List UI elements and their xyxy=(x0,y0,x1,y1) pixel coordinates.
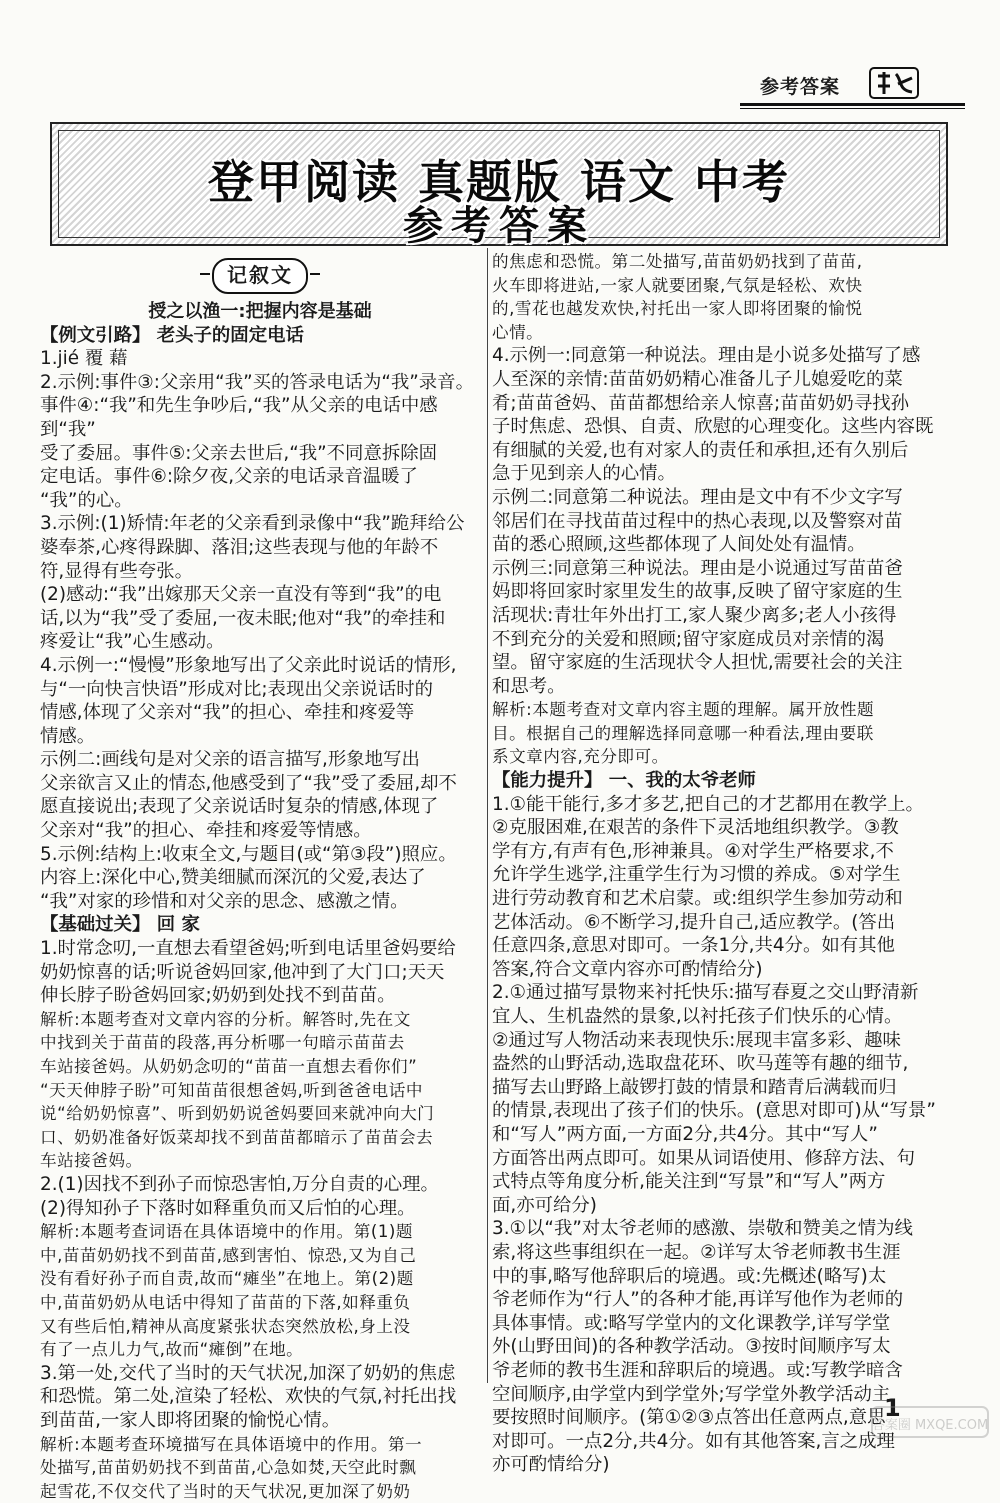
title-banner xyxy=(50,122,948,246)
answer-paragraph: 2.示例:事件③:父亲用“我”买的答录电话为“我”录音。 事件④:“我”和先生争吵后,“我”从父亲的电话中感到“我” 受了委屈。事件⑤:父亲去世后,“我”不同意拆除固 定电话。事件⑥:除夕夜,父亲的电话录音温暖了 “我”的心。 xyxy=(40,371,480,513)
answer-paragraph: 4.示例一:同意第一种说法。理由是小说多处描写了感 人至深的亲情:苗苗奶奶精心准备儿子儿媳爱吃的菜 肴;苗苗爸妈、苗苗都想给亲人惊喜;苗苗奶奶寻找孙 子时焦虑、恐惧、自责、欣慰的心理变化。这些内容既 有细腻的关爱,也有对家人的责任和承担,还有久别后 急于见到亲人的心情。 示例二:同意第二种说法。理由是文中有不少文字写 邻居们在寻找苗苗过程中的热心表现,以及警察对苗 苗的悉心照顾,这些都体现了人间处处有温情。 示例三:同意第三种说法。理由是小说通过写苗苗爸 妈即将回家时家里发生的故事,反映了留守家庭的生 活现状:青壮年外出打工,家人聚少离多;老人小孩得 不到充分的关爱和照顾;留守家庭成员对亲情的渴 望。留守家庭的生活现状令人担忧,需要社会的关注 和思考。 xyxy=(492,344,962,698)
banner-title: 登甲阅读 真题版 语文 中考 xyxy=(52,146,946,212)
analysis-paragraph: 解析:本题考查环境描写在具体语境中的作用。第一 处描写,苗苗奶奶找不到苗苗,心急如焚,天空此时飘 起雪花,不仅交代了当时的天气状况,更加深了奶奶 xyxy=(40,1433,480,1503)
analysis-paragraph: 解析:本题考查对文章内容的分析。解答时,先在文 中找到关于苗苗的段落,再分析哪一句暗示苗苗去 车站接爸妈。从奶奶念叨的“苗苗一直想去看你们” “天天伸脖子盼”可知苗苗很想爸妈,听到爸爸电话中 说“给奶奶惊喜”、听到奶奶说爸妈要回来就冲向大门 口、奶奶准备好饭菜却找不到苗苗都暗示了苗苗会去 车站接爸妈。 xyxy=(40,1008,480,1173)
left-column xyxy=(40,250,480,1503)
answer-paragraph: 5.示例:结构上:收束全文,与题目(或“第③段”)照应。 内容上:深化中心,赞美细腻而深沉的父爱,表达了 “我”对家的珍惜和对父亲的思念、感激之情。 xyxy=(40,843,480,914)
publisher-logo-icon xyxy=(868,66,920,100)
analysis-paragraph: 解析:本题考查对文章内容主题的理解。属开放性题 目。根据自己的理解选择同意哪一种看法,理由要联 系文章内容,充分即可。 xyxy=(492,698,962,769)
analysis-paragraph: 解析:本题考查词语在具体语境中的作用。第(1)题 中,苗苗奶奶找不到苗苗,感到害怕、惊恐,又为自己 没有看好孙子而自责,故而“瘫坐”在地上。第(2)题 中,苗苗奶奶从电话中得知了苗苗的下落,如释重负 又有些后怕,精神从高度紧张状态突然放松,身上没 有了一点儿力气,故而“瘫倒”在地。 xyxy=(40,1220,480,1362)
answer-paragraph: 1.jié 覆 藉 xyxy=(40,347,480,371)
section-subheading: 授之以渔一:把握内容是基础 xyxy=(40,300,480,324)
answer-paragraph: 4.示例一:“慢慢”形象地写出了父亲此时说话的情形, 与“一向快言快语”形成对比;表现出父亲说话时的 情感,体现了父亲对“我”的担心、牵挂和疼爱等 情感。 示例二:画线句是对父亲的语言描写,形象地写出 父亲欲言又止的情态,他感受到了“我”受了委屈,却不 愿直接说出;表现了父亲说话时复杂的情感,体现了 父亲对“我”的担心、牵挂和疼爱等情感。 xyxy=(40,654,480,843)
section-heading: 【能力提升】 一、我的太爷老师 xyxy=(492,769,962,793)
left-paragraphs xyxy=(40,324,480,1503)
banner-subtitle: 参考答案 xyxy=(52,194,946,251)
right-column xyxy=(492,250,962,1477)
answer-paragraph: 3.第一处,交代了当时的天气状况,加深了奶奶的焦虑 和恐慌。第二处,渲染了轻松、欢快的气氛,衬托出找 到苗苗,一家人即将团聚的愉悦心情。 xyxy=(40,1362,480,1433)
analysis-paragraph: 的焦虑和恐慌。第二处描写,苗苗奶奶找到了苗苗, 火车即将进站,一家人就要团聚,气氛是轻松、欢快 的,雪花也越发欢快,衬托出一家人即将团聚的愉悦 心情。 xyxy=(492,250,962,344)
header-rule xyxy=(740,103,965,106)
column-divider xyxy=(487,248,488,1383)
answer-paragraph: 1.时常念叨,一直想去看望爸妈;听到电话里爸妈要给 奶奶惊喜的话;听说爸妈回家,他冲到了大门口;天天 伸长脖子盼爸妈回家;奶奶到处找不到苗苗。 xyxy=(40,937,480,1008)
right-paragraphs xyxy=(492,250,962,1477)
section-heading: 【例文引路】 老头子的固定电话 xyxy=(40,324,480,348)
answer-paragraph: 3.①以“我”对太爷老师的感激、崇敬和赞美之情为线 索,将这些事组织在一起。②详写太爷老师教书生涯 中的事,略写他辞职后的境遇。或:先概述(略写)太 爷老师作为“行人”的各种才能,再详写他作为老师的 具体事情。或:略写学堂内的文化课教学,详写学堂 外(山野田间)的各种教学活动。③按时间顺序写太 爷老师的教书生涯和辞职后的境遇。或:写教学暗含 空间顺序,由学堂内到学堂外;写学堂外教学活动主 要按照时间顺序。(第①②③点答出任意两点,意思 对即可。一点2分,共4分。如有其他答案,言之成理 亦可酌情给分) xyxy=(492,1217,962,1477)
watermark-logo xyxy=(870,1405,990,1453)
section-badge: 记叙文 xyxy=(212,258,308,294)
page-header xyxy=(760,70,960,100)
answer-paragraph: 2.(1)因找不到孙子而惊恐害怕,万分自责的心理。 (2)得知孙子下落时如释重负而又后怕的心理。 xyxy=(40,1173,480,1220)
header-rule-thin xyxy=(740,108,965,109)
answer-paragraph: 1.①能干能行,多才多艺,把自己的才艺都用在教学上。 ②克服困难,在艰苦的条件下灵活地组织教学。③教 学有方,有声有色,形神兼具。④对学生严格要求,不 允许学生逃学,注重学生行为习惯的养成。⑤对学生 进行劳动教育和艺术启蒙。或:组织学生参加劳动和 艺体活动。⑥不断学习,提升自己,适应教学。(答出 任意四条,意思对即可。一条1分,共4分。如有其他 答案,符合文章内容亦可酌情给分) xyxy=(492,793,962,982)
header-label: 参考答案 xyxy=(760,72,840,99)
page-number: 1 xyxy=(884,1394,901,1422)
section-heading: 【基础过关】 回 家 xyxy=(40,913,480,937)
answer-paragraph: 2.①通过描写景物来衬托快乐:描写春夏之交山野清新 宜人、生机盎然的景象,以衬托孩子们快乐的心情。 ②通过写人物活动来表现快乐:展现丰富多彩、趣味 盎然的山野活动,选取盘花环、吹马莲等有趣的细节, 描写去山野路上敲锣打鼓的情景和踏青后满载而归 的情景,表现出了孩子们的快乐。(意思对即可)从“写景” 和“写人”两方面,一方面2分,共4分。其中“写人” 方面答出两点即可。如果从词语使用、修辞方法、句 式特点等角度分析,能关注到“写景”和“写人”两方 面,亦可给分) xyxy=(492,981,962,1217)
watermark-text: 答案圈 MXQE.COM xyxy=(872,1418,988,1433)
answer-paragraph: 3.示例:(1)矫情:年老的父亲看到录像中“我”跪拜给公 婆奉茶,心疼得跺脚、落泪;这些表现与他的年龄不 符,显得有些夸张。 (2)感动:“我”出嫁那天父亲一直没有等到“我”的电 话,以为“我”受了委屈,一夜未眠;他对“我”的牵挂和 疼爱让“我”心生感动。 xyxy=(40,512,480,654)
